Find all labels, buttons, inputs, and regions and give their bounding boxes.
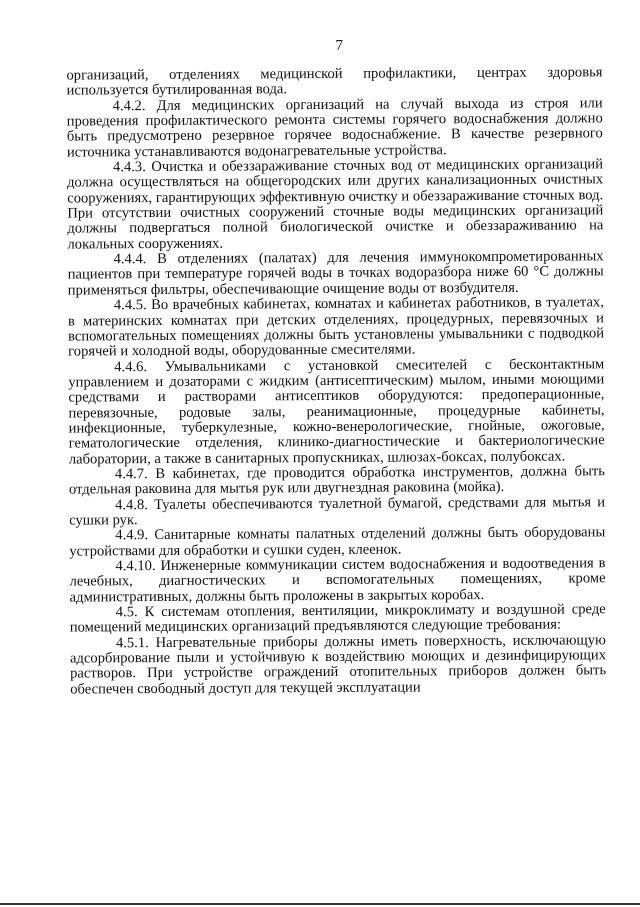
paragraph-4-4-5: 4.4.5. Во врачебных кабинетах, комнатах и кабинетах работников, в туалетах, в материнских комнатах при детских отделениях, процедурных, перевязочных и вспомогательных помещениях должны быть установлены умывальники с подводкой горячей и холодной воды, оборудованные смесителями. — [68, 295, 604, 360]
paragraph-4-4-7: 4.4.7. В кабинетах, где проводится обработка инструментов, должна быть отдельная раковина для мытья рук или двугнездная раковина (мойка). — [69, 464, 605, 498]
paragraph-4-4-3: 4.4.3. Очистка и обеззараживание сточных вод от медицинских организаций должна осуществляться на общегородских или других канализационных очистных сооружениях, гарантирующих эффективную очистку и обеззараживание сточных вод. При отсутствии очистных сооружений сточные воды медицинских организаций должны подвергаться полной биологической очистке и обеззараживанию на локальных сооружениях. — [67, 157, 604, 252]
paragraph-4-5: 4.5. К системам отопления, вентиляции, микроклимату и воздушной среде помещений медицинских организаций предъявляются следующие требования: — [70, 602, 606, 636]
paragraph-4-4-10: 4.4.10. Инженерные коммуникации систем водоснабжения и водоотведения в лечебных, диагностических и вспомогательных помещениях, кроме административных, должны быть проложены в закрытых коробах. — [69, 556, 605, 605]
page-number: 7 — [66, 36, 602, 56]
paragraph-4-5-1: 4.5.1. Нагревательные приборы должны иметь поверхность, исключающую адсорбирование пыли и устойчивую к воздействию моющих и дезинфицирующих растворов. При устройстве ограждений отопительных приборов должен быть обеспечен свободный доступ для текущей эксплуатации — [70, 633, 606, 698]
paragraph-4-4-8: 4.4.8. Туалеты обеспечиваются туалетной бумагой, средствами для мытья и сушки рук. — [69, 495, 605, 529]
paragraph-4-4-4: 4.4.4. В отделениях (палатах) для лечения иммунокомпрометированных пациентов при температуре горячей воды в точках водоразбора ниже 60 °С должны применяться фильтры, обеспечивающие очищение воды от возбудителя. — [68, 249, 604, 298]
paragraph-4-4-9: 4.4.9. Санитарные комнаты палатных отделений должны быть оборудованы устройствами для обработки и сушки суден, клеенок. — [69, 526, 605, 560]
paragraph-4-4-2: 4.4.2. Для медицинских организаций на случай выхода из строя или проведения профилактического ремонта системы горячего водоснабжения должно быть предусмотрено резервное горячее водоснабжение. В качестве резервного источника устанавливаются водонагревательные устройства. — [67, 96, 603, 161]
paragraph-4-4-6: 4.4.6. Умывальниками с установкой смесителей с бесконтактным управлением и дозаторами с жидким (антисептическим) мылом, иными моющими средствами и растворами антисептиков оборудуются: предоперационные, перевязочные, родовые залы, реанимационные, процедурные кабинеты, инфекционные, туберкулезные, кожно-венерологические, гнойные, ожоговые, гематологические отделения, клинико-диагностические и бактериологические лаборатории, а также в санитарных пропускниках, шлюзах-боксах, полубоксах. — [68, 357, 605, 468]
paragraph-continuation: организаций, отделениях медицинской профилактики, центрах здоровья используется бутилированная вода. — [66, 65, 602, 99]
